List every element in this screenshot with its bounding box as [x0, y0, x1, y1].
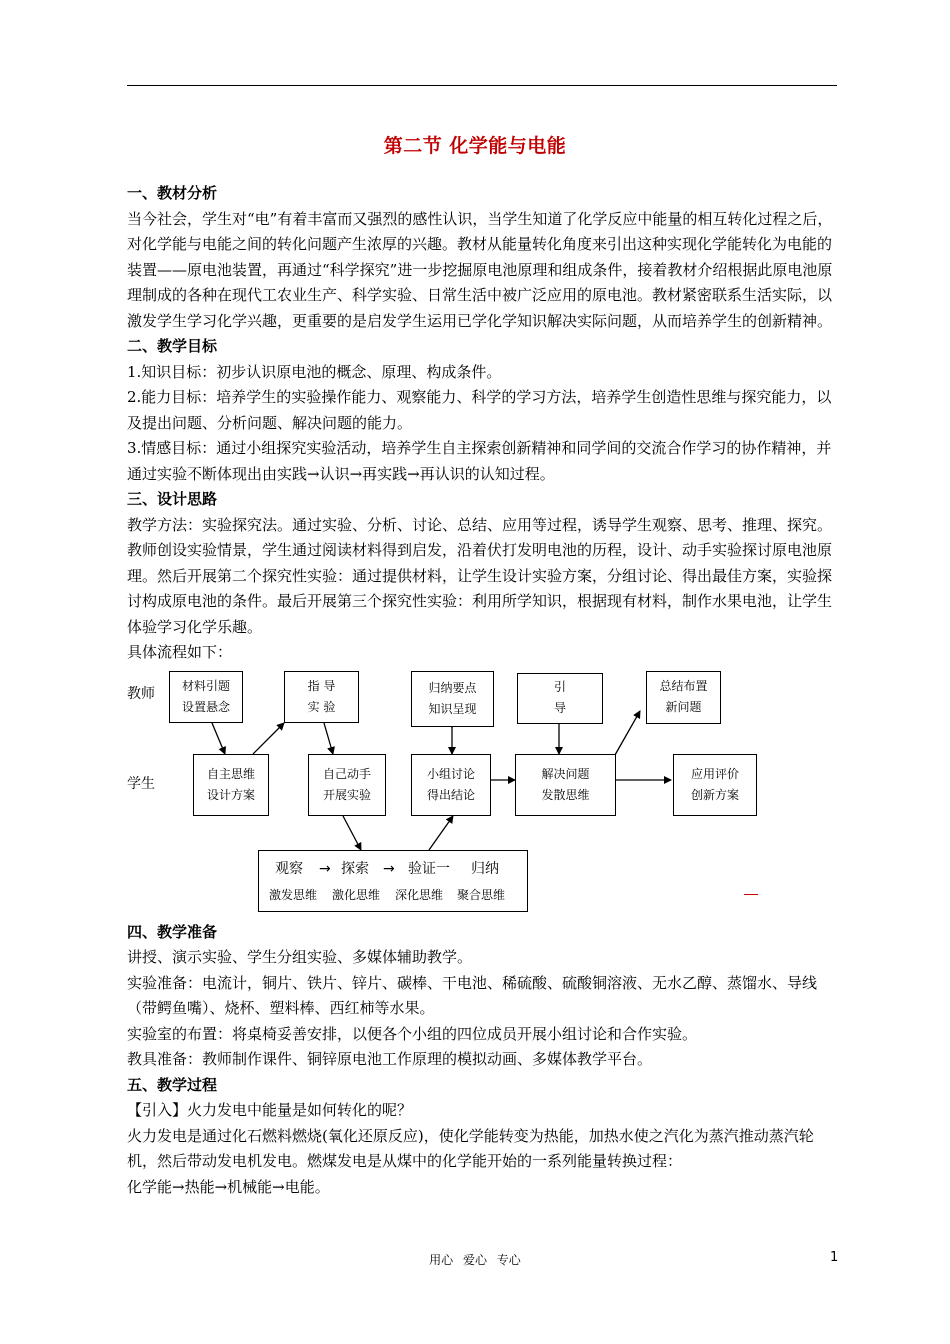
- student-label: 学生: [127, 775, 155, 792]
- teacher-box: 归纳要点 知识呈现: [411, 671, 494, 727]
- arrow: [615, 711, 640, 755]
- prep-item: 教具准备：教师制作课件、铜锌原电池工作原理的模拟动画、多媒体教学平台。: [127, 1050, 653, 1068]
- goal-item: 1.知识目标：初步认识原电池的概念、原理、构成条件。: [127, 362, 502, 381]
- process-item: 火力发电是通过化石燃料燃烧(氧化还原反应)，使化学能转变为热能，加热水使之汽化为蒸汽推动蒸汽轮机，然后带动发电机发电。燃煤发电是从煤中的化学能开始的一系列能量转换过程：: [127, 1126, 814, 1170]
- teacher-box: 材料引题 设置悬念: [169, 671, 243, 723]
- arrow: [212, 723, 225, 754]
- footer-motto: 用心 爱心 专心: [429, 1253, 521, 1267]
- prep-item: 实验室的布置：将桌椅妥善安排，以便各个小组的四位成员开展小组讨论和合作实验。: [127, 1024, 698, 1043]
- prep-item: 实验准备：电流计，铜片、铁片、锌片、碳棒、干电池、稀硫酸、硫酸铜溶液、无水乙醇、蒸馏水、导线（带鳄鱼嘴）、烧杯、塑料棒、西红柿等水果。: [127, 973, 818, 1017]
- flow-intro: 具体流程如下：: [127, 643, 233, 661]
- section-heading-4: 四、教学准备: [127, 922, 218, 941]
- document-body: [127, 181, 839, 1200]
- arrow: [324, 723, 333, 754]
- teacher-label: 教师: [127, 685, 155, 702]
- student-box: 应用评价 创新方案: [673, 754, 757, 816]
- goal-item: 2.能力目标：培养学生的实验操作能力、观察能力、科学的学习方法，培养学生创造性思维与探究能力，以及提出问题、分析问题、解决问题的能力。: [127, 388, 832, 432]
- teacher-box: 总结布置 新问题: [646, 671, 721, 724]
- arrow: [343, 816, 361, 850]
- section-heading-2: 二、教学目标: [127, 337, 218, 355]
- page-number: 1: [830, 1250, 839, 1265]
- section-heading-3: 三、设计思路: [127, 490, 218, 508]
- process-item: 化学能→热能→机械能→电能。: [127, 1177, 330, 1196]
- student-box: 小组讨论 得出结论: [411, 754, 491, 816]
- arrow: [429, 816, 453, 850]
- prep-item: 讲授、演示实验、学生分组实验、多媒体辅助教学。: [127, 948, 473, 966]
- process-box: 观察 → 探索 → 验证一 归纳 激发思维 激化思维 深化思维 聚合思维: [258, 850, 528, 912]
- header-rule: [127, 85, 837, 86]
- student-box: 解决问题 发散思维: [515, 754, 616, 816]
- section-3-body: 教学方法：实验探究法。通过实验、分析、讨论、总结、应用等过程，诱导学生观察、思考、推理、探究。教师创设实验情景，学生通过阅读材料得到启发，沿着伏打发明电池的历程，设计、动手实验探讨原电池原理。然后开展第二个探究性实验：通过提供材料，让学生设计实验方案，分组讨论、得出最佳方案，实验探讨构成原电池的条件。最后开展第三个探究性实验：利用所学知识，根据现有材料，制作水果电池，让学生体验学习化学乐趣。: [127, 515, 833, 636]
- process-item: 【引入】火力发电中能量是如何转化的呢？: [127, 1101, 413, 1119]
- arrow: [253, 723, 284, 754]
- goal-item: 3.情感目标：通过小组探究实验活动，培养学生自主探索创新精神和同学间的交流合作学习的协作精神，并通过实验不断体现出由实践→认识→再实践→再认识的认知过程。: [127, 439, 832, 483]
- teacher-box: 指 导 实 验: [284, 671, 359, 723]
- section-1-body: 当今社会，学生对“电”有着丰富而又强烈的感性认识，当学生知道了化学反应中能量的相互转化过程之后，对化学能与电能之间的转化问题产生浓厚的兴趣。教材从能量转化角度来引出这种实现化学能转化为电能的装置——原电池装置，再通过“科学探究”进一步挖掘原电池原理和组成条件，接着教材介绍根据此原电池原理制成的各种在现代工农业生产、科学实验、日常生活中被广泛应用的原电池。教材紧密联系生活实际，以激发学生学习化学兴趣，更重要的是启发学生运用已学化学知识解决实际问题，从而培养学生的创新精神。: [127, 209, 833, 330]
- teacher-box: 引 导: [517, 673, 603, 724]
- teaching-flow-diagram: [127, 668, 839, 920]
- page-title: 第二节 化学能与电能: [383, 135, 567, 157]
- section-heading-1: 一、教材分析: [127, 184, 218, 202]
- student-box: 自主思维 设计方案: [193, 754, 269, 816]
- red-mark: [744, 894, 758, 895]
- section-heading-5: 五、教学过程: [127, 1075, 218, 1094]
- student-box: 自己动手 开展实验: [308, 754, 386, 816]
